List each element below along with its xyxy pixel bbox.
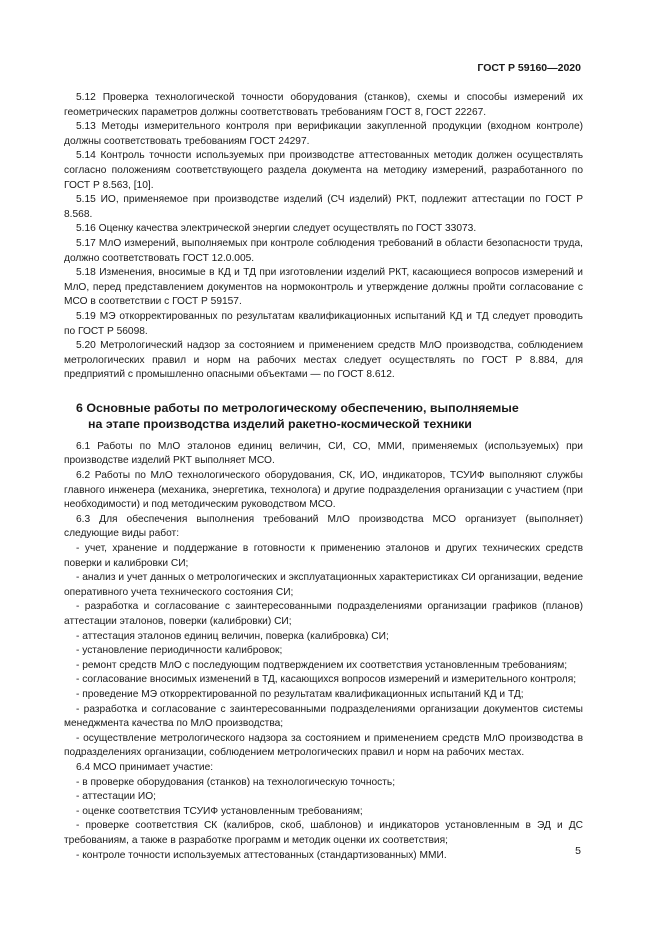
list-item: - осуществление метрологического надзора за состоянием и применением средств МлО производства в подразделениях организации, соблюдением метрологических правил и норм на рабочих местах. (64, 732, 583, 759)
paragraph: 5.20 Метрологический надзор за состоянием и применением средств МлО производства, соблюдением метрологических правил и норм на рабочих местах следует осуществлять по ГОСТ Р 8.884, для предприятий с промышленно опасными объектами — по ГОСТ 8.612. (64, 340, 583, 381)
list-item: - аттестация эталонов единиц величин, поверка (калибровка) СИ; (76, 630, 389, 642)
list-item: - разработка и согласование с заинтересованными подразделениями организации документов системы менеджмента качества по МлО производства; (64, 703, 583, 730)
list-item: - в проверке оборудования (станков) на технологическую точность; (76, 776, 396, 788)
paragraph: 5.19 МЭ откорректированных по результатам квалификационных испытаний КД и ТД следует проводить по ГОСТ Р 56098. (64, 310, 583, 337)
page-body (64, 91, 583, 863)
list-item: - оценке соответствия ТСУИФ установленным требованиям; (76, 805, 363, 817)
paragraph-group-5 (64, 91, 583, 383)
document-code: ГОСТ Р 59160—2020 (477, 62, 581, 74)
paragraph: 6.4 МСО принимает участие: (76, 761, 214, 773)
list-item: - контроле точности используемых аттестованных (стандартизованных) ММИ. (76, 849, 447, 861)
paragraph: 5.15 ИО, применяемое при производстве изделий (СЧ изделий) РКТ, подлежит аттестации по ГОСТ Р 8.568. (64, 194, 583, 220)
paragraph: 5.18 Изменения, вносимые в КД и ТД при изготовлении изделий РКТ, касающиеся вопросов измерений и МлО, перед представлением документов на нормоконтроль и утверждение должны пройти согласование с МСО в соответствии с ГОСТ Р 59157. (64, 267, 583, 308)
paragraph: 5.12 Проверка технологической точности оборудования (станков), схемы и способы измерений их геометрических параметров должны соответствовать требованиям ГОСТ 8, ГОСТ 22267. (64, 92, 583, 118)
paragraph: 5.17 МлО измерений, выполняемых при контроле соблюдения требований в области безопасности труда, должно соответствовать ГОСТ 12.0.005. (64, 237, 583, 264)
list-item: - учет, хранение и поддержание в готовности к применению эталонов и других технических средств поверки и калибровки СИ; (64, 543, 583, 569)
list-item: - проведение МЭ откорректированной по результатам квалификационных испытаний КД и ТД; (76, 688, 524, 700)
paragraph: 6.2 Работы по МлО технологического оборудования, СК, ИО, индикаторов, ТСУИФ выполняют службы главного инженера (механика, энергетика, технолога) и другие подразделения организации с участием (при необходимости) и под методическим руководством МСО. (64, 470, 583, 511)
list-item: - разработка и согласование с заинтересованными подразделениями организации графиков (планов) аттестации эталонов, поверки (калибровки) СИ; (64, 601, 583, 627)
page-number: 5 (575, 845, 581, 857)
paragraph: 6.1 Работы по МлО эталонов единиц величин, СИ, СО, ММИ, применяемых (используемых) при производстве изделий РКТ выполняет МСО. (64, 440, 583, 467)
section-heading-line-1: 6 Основные работы по метрологическому обеспечению, выполняемые (76, 400, 519, 415)
section-heading (64, 400, 583, 432)
list-item: - ремонт средств МлО с последующим подтверждением их соответствия установленным требованиям; (76, 659, 568, 671)
list-item: - анализ и учет данных о метрологических и эксплуатационных характеристиках СИ организации, ведение оперативного учета технического состояния СИ; (64, 572, 583, 598)
paragraph: 5.14 Контроль точности используемых при производстве аттестованных методик должен осуществлять согласно положениям соответствующего раздела документа на методику измерений, разработанного по ГОСТ Р 8.563, [10]. (64, 150, 583, 191)
paragraph: 5.13 Методы измерительного контроля при верификации закупленной продукции (входном контроле) должны соответствовать требованиям ГОСТ 24297. (64, 121, 583, 147)
paragraph-group-6 (64, 440, 583, 863)
section-heading-line-2: на этапе производства изделий ракетно-космической техники (88, 416, 472, 431)
list-item: - согласование вносимых изменений в ТД, касающихся вопросов измерений и измерительного контроля; (76, 674, 577, 686)
paragraph: 6.3 Для обеспечения выполнения требований МлО производства МСО организует (выполняет) следующие виды работ: (64, 513, 583, 540)
paragraph: 5.16 Оценку качества электрической энергии следует осуществлять по ГОСТ 33073. (76, 223, 477, 235)
list-item: - проверке соответствия СК (калибров, скоб, шаблонов) и индикаторов установленным в ЭД и ДС требованиям, а также в разработке программ и методик оценки их соответствия; (64, 820, 583, 846)
list-item: - установление периодичности калибровок; (76, 645, 283, 657)
list-item: - аттестации ИО; (76, 791, 156, 803)
